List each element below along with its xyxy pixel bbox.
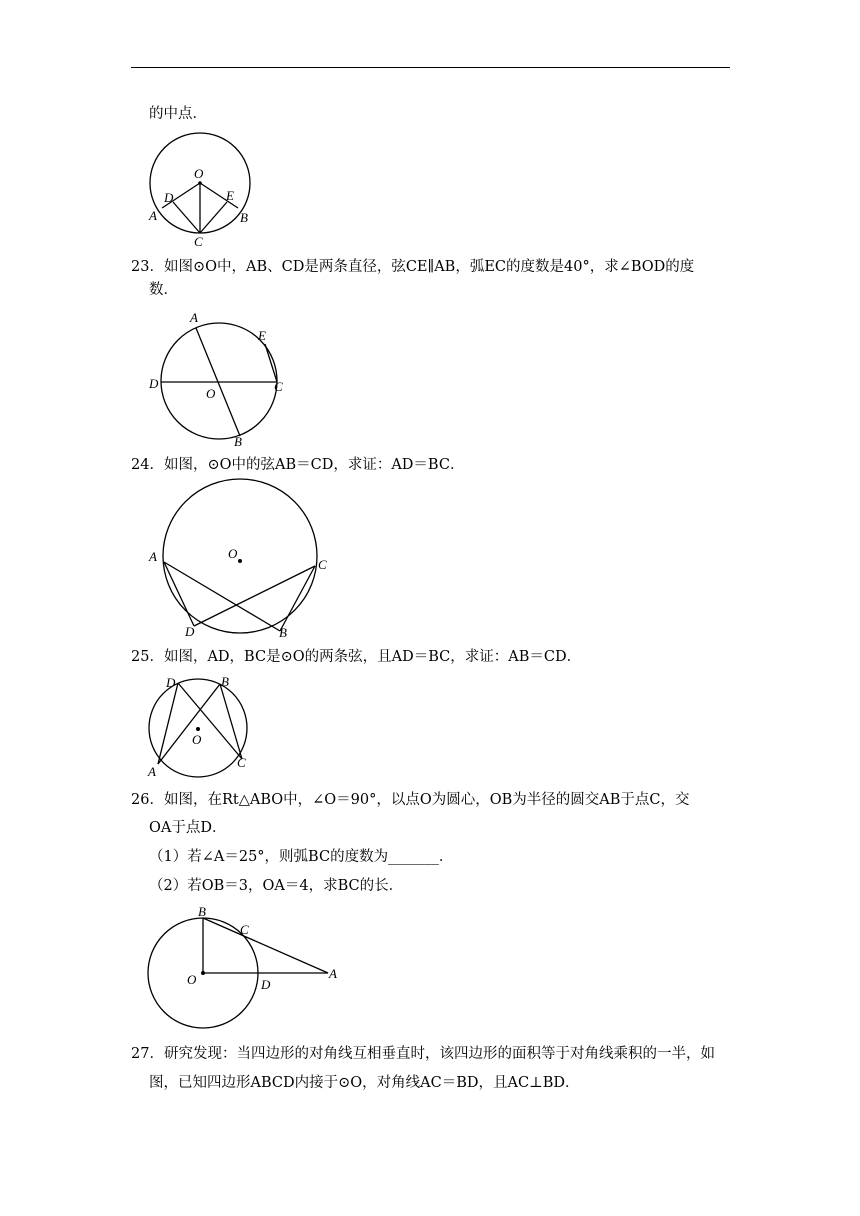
label-b: B <box>198 904 206 919</box>
label-b: B <box>240 210 248 225</box>
figure-q23 <box>140 306 300 451</box>
q23-line2: 数． <box>149 282 178 298</box>
center-point <box>196 727 200 731</box>
label-o: O <box>194 166 204 181</box>
label-c: C <box>274 379 283 394</box>
chord-dc <box>194 566 315 626</box>
label-c: C <box>194 234 203 249</box>
label-d: D <box>164 190 174 205</box>
label-a: A <box>149 208 157 223</box>
label-d: D <box>149 376 159 391</box>
label-e: E <box>258 328 266 343</box>
q26-sub2: （2）若OB＝3，OA＝4，求BC的长． <box>149 878 404 894</box>
center-point <box>198 181 202 185</box>
label-a: A <box>149 549 157 564</box>
label-a: A <box>190 310 198 325</box>
q26-line2: OA于点D． <box>149 820 227 836</box>
q24-line1: 24．如图，⊙O中的弦AB＝CD，求证：AD＝BC． <box>131 457 465 473</box>
q23-line1: 23．如图⊙O中，AB、CD是两条直径，弦CE∥AB，弧EC的度数是40°，求∠BOD的度 <box>131 259 695 275</box>
q26-sub1: （1）若∠A＝25°，则弧BC的度数为_______． <box>149 849 454 865</box>
chord-cb <box>280 566 315 631</box>
label-o: O <box>228 546 238 561</box>
center-point <box>201 971 205 975</box>
label-a: A <box>329 966 337 981</box>
q27-line1: 27．研究发现：当四边形的对角线互相垂直时，该四边形的面积等于对角线乘积的一半，如 <box>131 1046 715 1062</box>
q26-line1: 26．如图，在Rt△ABO中，∠O＝90°，以点O为圆心，OB为半径的圆交AB于点C，交 <box>131 792 690 808</box>
label-d: D <box>166 675 176 690</box>
label-c: C <box>237 755 246 770</box>
chord-bc <box>220 684 242 759</box>
chord-ab <box>164 562 280 631</box>
segment-dc <box>173 202 200 233</box>
figure-q24 <box>140 480 340 640</box>
label-c: C <box>318 557 327 572</box>
label-d: D <box>261 977 271 992</box>
segment-ec <box>200 202 227 233</box>
figure-q25 <box>140 670 260 780</box>
label-b: B <box>221 674 229 689</box>
figure-q22 <box>140 130 260 250</box>
q25-line1: 25．如图，AD，BC是⊙O的两条弦，且AD＝BC，求证：AB＝CD． <box>131 649 582 665</box>
label-o: O <box>206 386 216 401</box>
center-point <box>238 559 242 563</box>
label-c: C <box>240 922 249 937</box>
label-b: B <box>234 434 242 449</box>
label-o: O <box>192 732 202 747</box>
chord-ce <box>265 344 277 382</box>
header-rule <box>131 67 730 68</box>
label-b: B <box>279 625 287 640</box>
continuation-text: 的中点． <box>149 106 207 122</box>
q27-line2: 图，已知四边形ABCD内接于⊙O，对角线AC＝BD，且AC⊥BD． <box>149 1075 580 1091</box>
segment-ab <box>203 918 328 973</box>
label-a: A <box>148 764 156 779</box>
figure-q26 <box>140 900 350 1035</box>
label-d: D <box>185 624 195 639</box>
label-o: O <box>187 972 197 987</box>
chord-dc <box>178 683 242 759</box>
label-e: E <box>226 188 234 203</box>
